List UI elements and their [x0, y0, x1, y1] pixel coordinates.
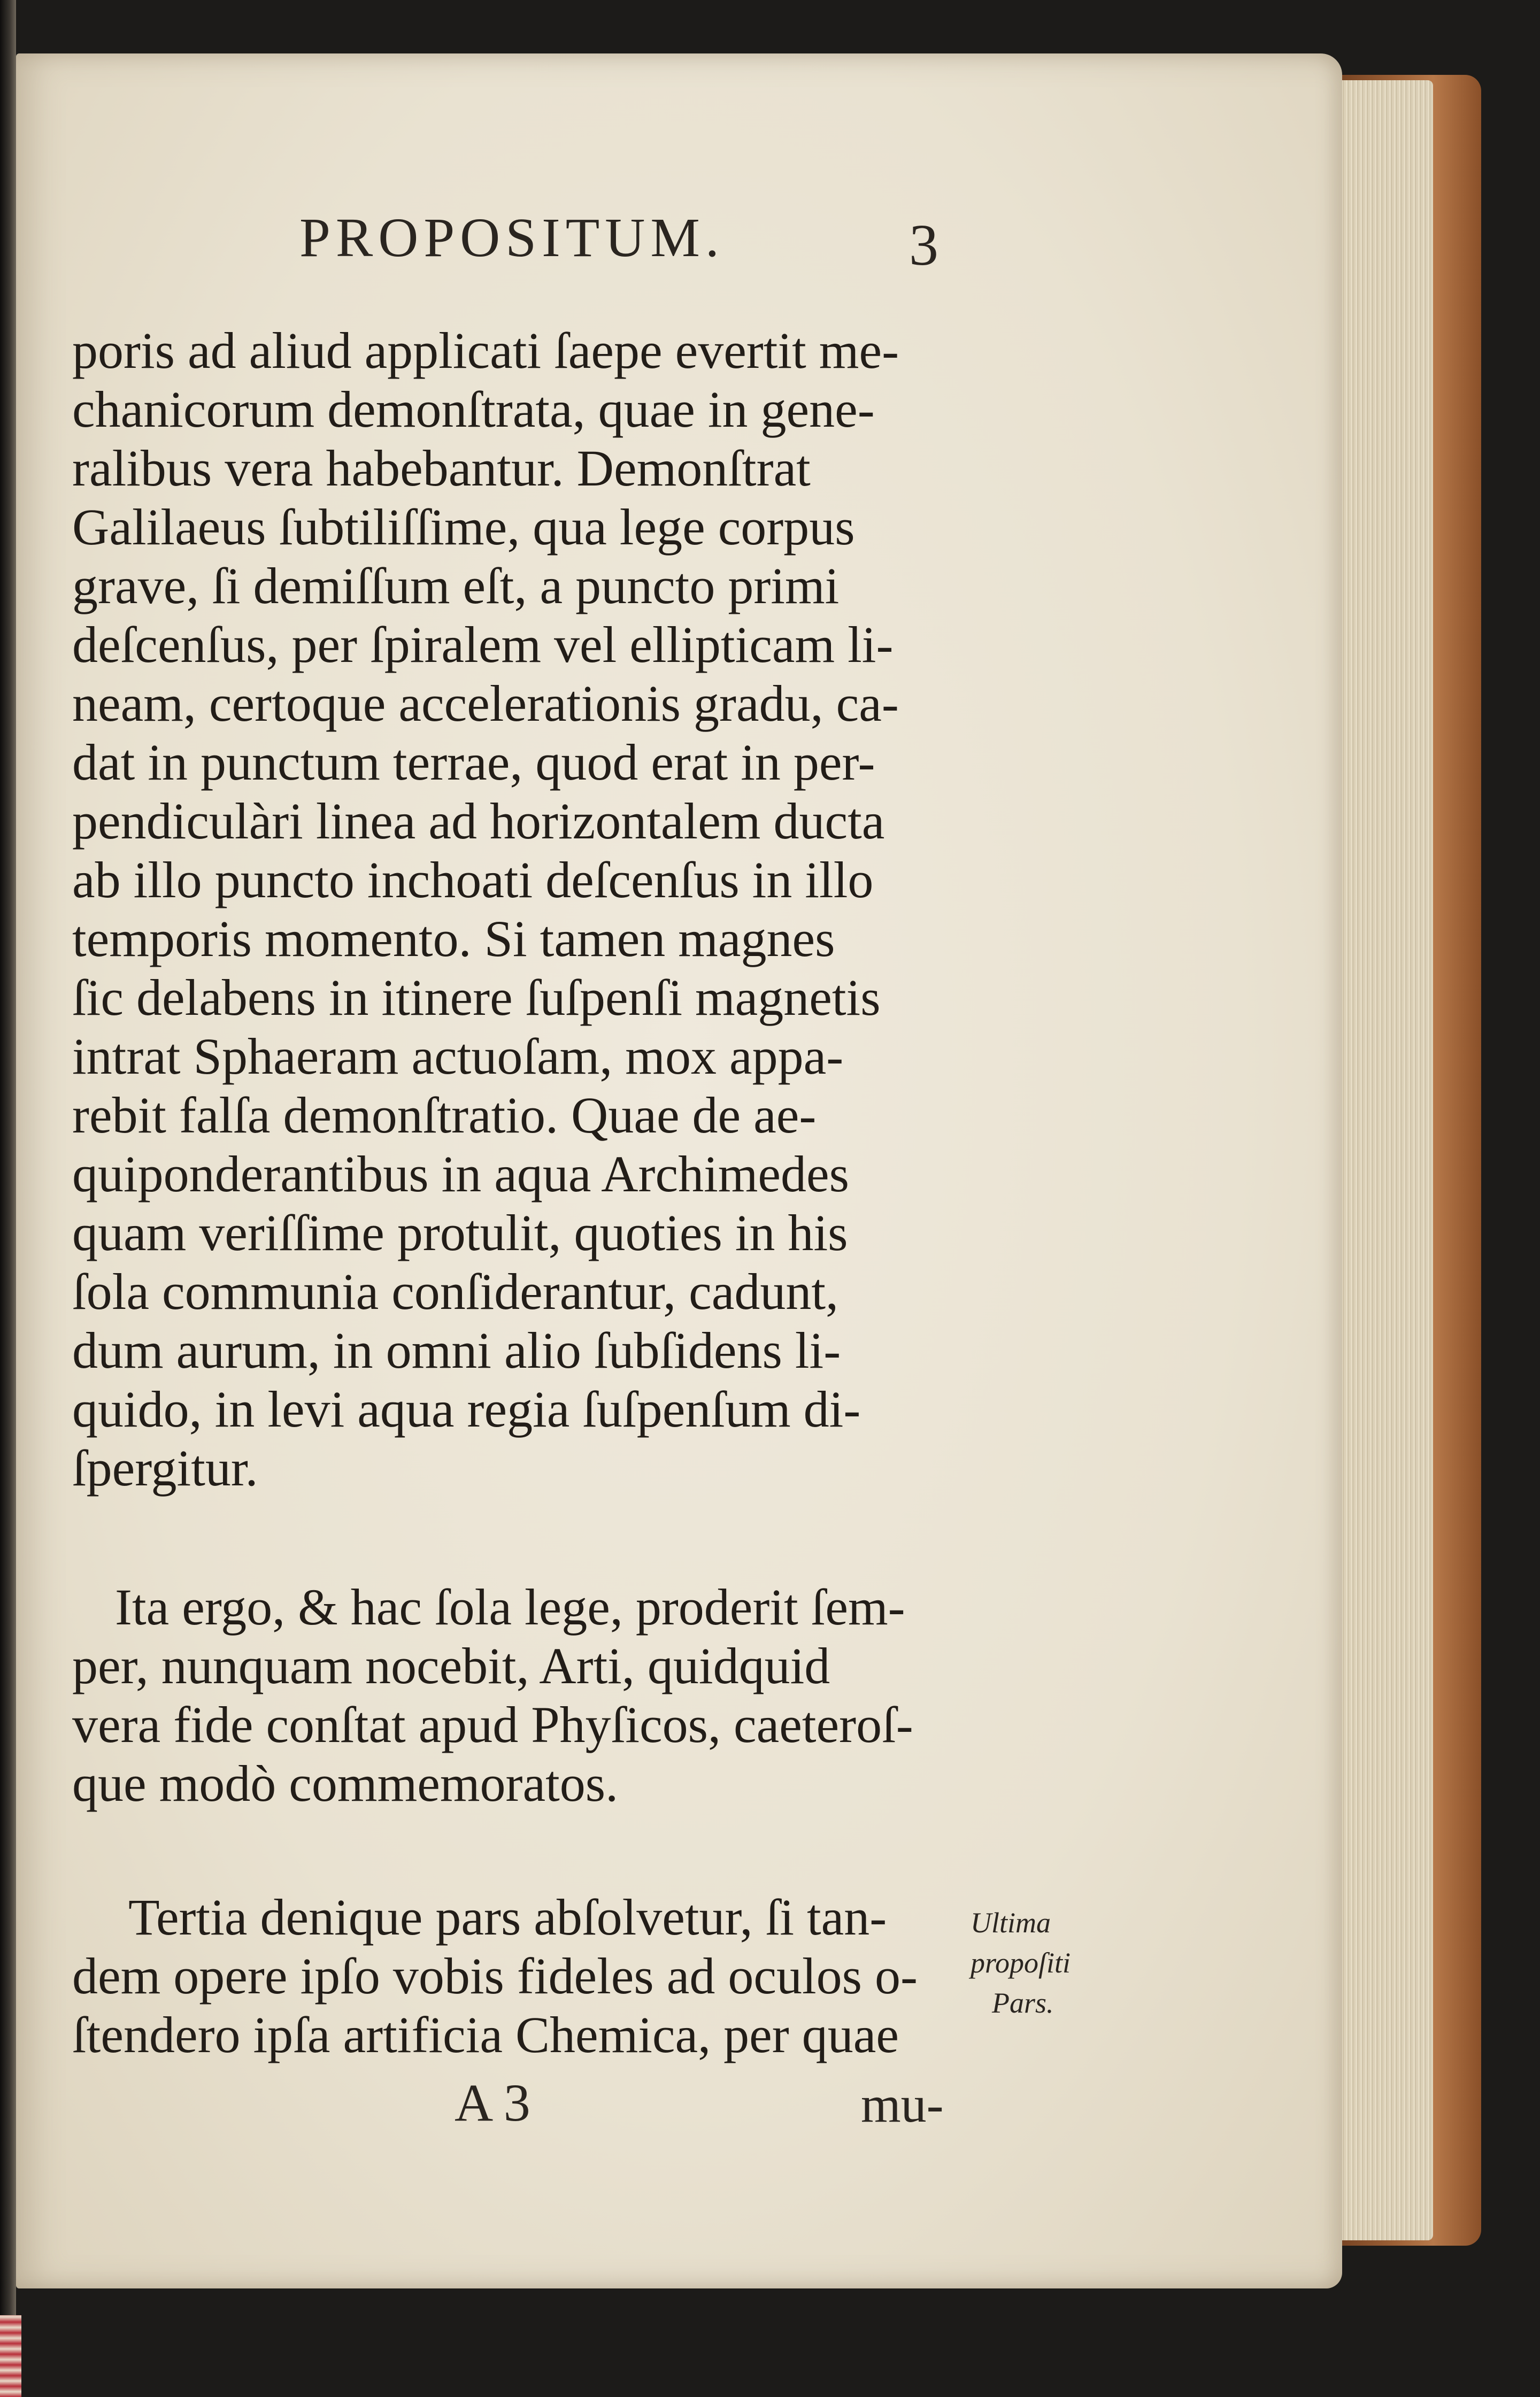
- signature-mark: A 3: [455, 2073, 530, 2132]
- text-line: ſola communia conſiderantur, cadunt,: [72, 1263, 839, 1320]
- text-line: rebit falſa demonſtratio. Quae de ae-: [72, 1086, 817, 1144]
- text-line: per, nunquam nocebit, Arti, quidquid: [72, 1637, 830, 1694]
- text-line: dat in punctum terrae, quod erat in per-: [72, 734, 875, 791]
- text-line: deſcenſus, per ſpiralem vel ellipticam li-: [72, 616, 894, 673]
- text-line: quiponderantibus in aqua Archimedes: [72, 1145, 849, 1203]
- text-line: poris ad aliud applicati ſaepe evertit me-: [72, 322, 899, 379]
- page-number: 3: [909, 212, 938, 278]
- marginal-note-line: Ultima: [971, 1907, 1051, 1939]
- text-line: pendiculàri linea ad horizontalem ducta: [72, 792, 885, 850]
- text-line: dum aurum, in omni alio ſubſidens li-: [72, 1322, 841, 1379]
- text-line: ſic delabens in itinere ſuſpenſi magnetis: [72, 969, 881, 1026]
- text-line: ſpergitur.: [72, 1439, 258, 1497]
- text-line: neam, certoque accelerationis gradu, ca-: [72, 675, 899, 732]
- text-line: Galilaeus ſubtiliſſime, qua lege corpus: [72, 498, 855, 556]
- marginal-note-line: propoſiti: [971, 1947, 1071, 1979]
- text-line: ab illo puncto inchoati deſcenſus in illo: [72, 851, 874, 908]
- text-line: intrat Sphaeram actuoſam, mox appa-: [72, 1028, 844, 1085]
- text-line: Ita ergo, & hac ſola lege, proderit ſem-: [115, 1578, 905, 1636]
- text-line: Tertia denique pars abſolvetur, ſi tan-: [128, 1889, 887, 1946]
- text-line: temporis momento. Si tamen magnes: [72, 910, 835, 967]
- text-line: quam veriſſime protulit, quoties in his: [72, 1204, 848, 1261]
- text-line: dem opere ipſo vobis fideles ad oculos o-: [72, 1947, 918, 2005]
- text-line: grave, ſi demiſſum eſt, a puncto primi: [72, 557, 840, 614]
- text-line: chanicorum demonſtrata, quae in gene-: [72, 381, 875, 438]
- book-gutter-edge: [0, 0, 16, 2397]
- text-line: quido, in levi aqua regia ſuſpenſum di-: [72, 1381, 861, 1438]
- bookmark-ribbon: [0, 2315, 21, 2397]
- text-line: que modò commemoratos.: [72, 1755, 619, 1812]
- text-line: ſtendero ipſa artificia Chemica, per quae: [72, 2006, 899, 2063]
- catchword: mu-: [861, 2076, 944, 2133]
- text-line: ralibus vera habebantur. Demonſtrat: [72, 440, 811, 497]
- text-line: vera fide conſtat apud Phyſicos, caeteroſ-: [72, 1696, 913, 1753]
- running-head: PROPOSITUM.: [299, 207, 725, 268]
- marginal-note-line: Pars.: [992, 1987, 1054, 2019]
